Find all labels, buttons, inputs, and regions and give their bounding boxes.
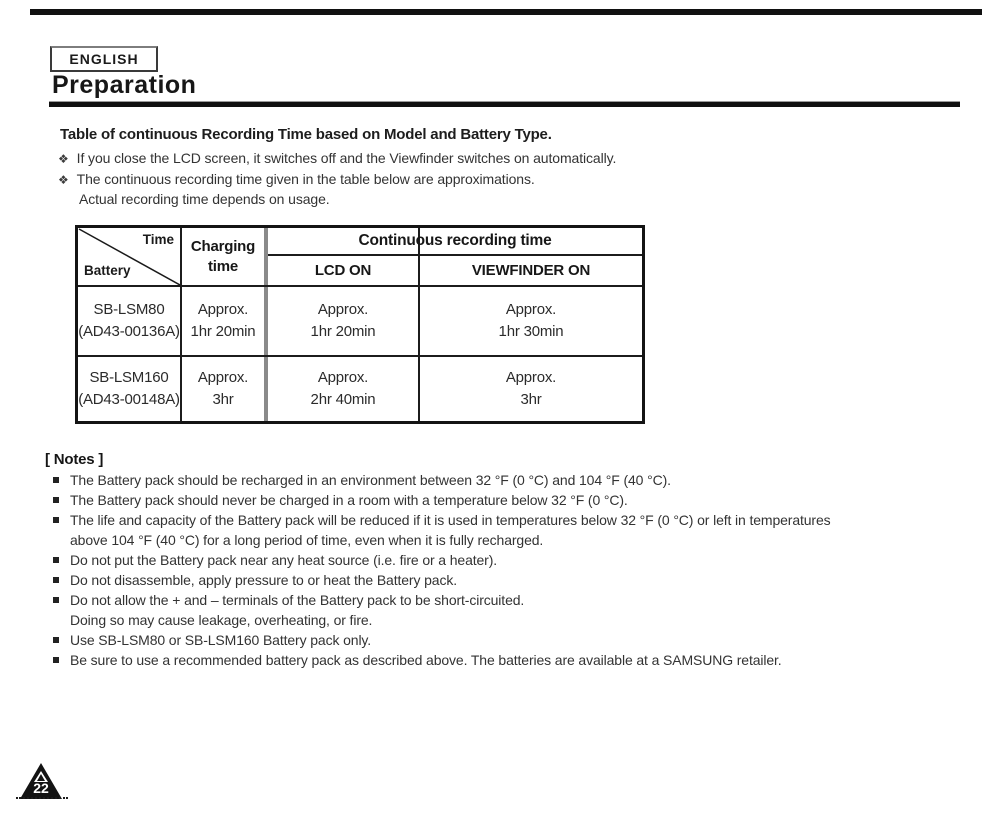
note-item: The life and capacity of the Battery pack will be reduced if it is used in temperatures below 32 °F (0 °C) or left in temperatures (45, 510, 975, 530)
intro-bullet-2-text: The continuous recording time given in the table below are approximations. (76, 171, 535, 187)
diamond-bullet-icon: ❖ (58, 173, 69, 187)
note-item-continuation: Doing so may cause leakage, overheating, or fire. (70, 612, 373, 628)
cell-charging-row1: Approx. 1hr 20min (190, 301, 256, 340)
cell-lcd-row1: Approx. 1hr 20min (310, 301, 376, 340)
intro-bullet-2 (58, 171, 535, 187)
header-charging-time: Charging time (190, 237, 256, 275)
intro-bullet-1-text: If you close the LCD screen, it switches off and the Viewfinder switches on automatically. (76, 150, 617, 166)
recording-time-table (75, 225, 645, 424)
square-bullet-icon (53, 497, 59, 503)
page-number-dotted-line (16, 797, 68, 799)
square-bullet-icon (53, 557, 59, 563)
note-item-continuation: above 104 °F (40 °C) for a long period of time, even when it is fully recharged. (70, 532, 544, 548)
square-bullet-icon (53, 517, 59, 523)
note-item: Be sure to use a recommended battery pack as described above. The batteries are available at a SAMSUNG retailer. (45, 650, 975, 670)
square-bullet-icon (53, 577, 59, 583)
notes-heading: [ Notes ] (45, 451, 104, 468)
cell-battery-sb-lsm80: SB-LSM80 (AD43-00136A) (78, 301, 180, 340)
note-item: Do not put the Battery pack near any heat source (i.e. fire or a heater). (45, 550, 975, 570)
intro-bullet-2-continuation: Actual recording time depends on usage. (79, 191, 330, 207)
diamond-bullet-icon: ❖ (58, 152, 69, 166)
cell-lcd-row2: Approx. 2hr 40min (310, 369, 376, 408)
note-item: Use SB-LSM80 or SB-LSM160 Battery pack only. (45, 630, 975, 650)
language-tag-label: ENGLISH (69, 51, 139, 67)
intro-bullet-1 (58, 150, 616, 166)
language-tag (50, 46, 158, 72)
header-lcd-on: LCD ON (314, 261, 372, 279)
top-rule (30, 9, 982, 15)
header-continuous-recording-time: Continuous recording time (358, 232, 552, 249)
cell-viewfinder-row1: Approx. 1hr 30min (498, 301, 564, 340)
square-bullet-icon (53, 657, 59, 663)
page-title: Preparation (52, 71, 197, 99)
note-item: The Battery pack should never be charged in a room with a temperature below 32 °F (0 °C). (45, 490, 975, 510)
square-bullet-icon (53, 597, 59, 603)
note-item: The Battery pack should be recharged in an environment between 32 °F (0 °C) and 104 °F (40 °C). (45, 470, 975, 490)
cell-viewfinder-row2: Approx. 3hr (505, 369, 557, 408)
square-bullet-icon (53, 477, 59, 483)
heading-rule (49, 101, 960, 107)
page-number: 22 (33, 780, 49, 796)
table-caption: Table of continuous Recording Time based on Model and Battery Type. (60, 126, 552, 143)
note-item: Do not allow the + and – terminals of the Battery pack to be short-circuited. (45, 590, 975, 610)
square-bullet-icon (53, 637, 59, 643)
corner-header-time: Time (142, 232, 174, 247)
cell-charging-row2: Approx. 3hr (197, 369, 249, 408)
corner-header-battery: Battery (84, 263, 131, 278)
header-viewfinder-on: VIEWFINDER ON (471, 261, 591, 279)
notes-section (45, 450, 975, 670)
note-item: Do not disassemble, apply pressure to or heat the Battery pack. (45, 570, 975, 590)
cell-battery-sb-lsm160: SB-LSM160 (AD43-00148A) (78, 369, 180, 408)
